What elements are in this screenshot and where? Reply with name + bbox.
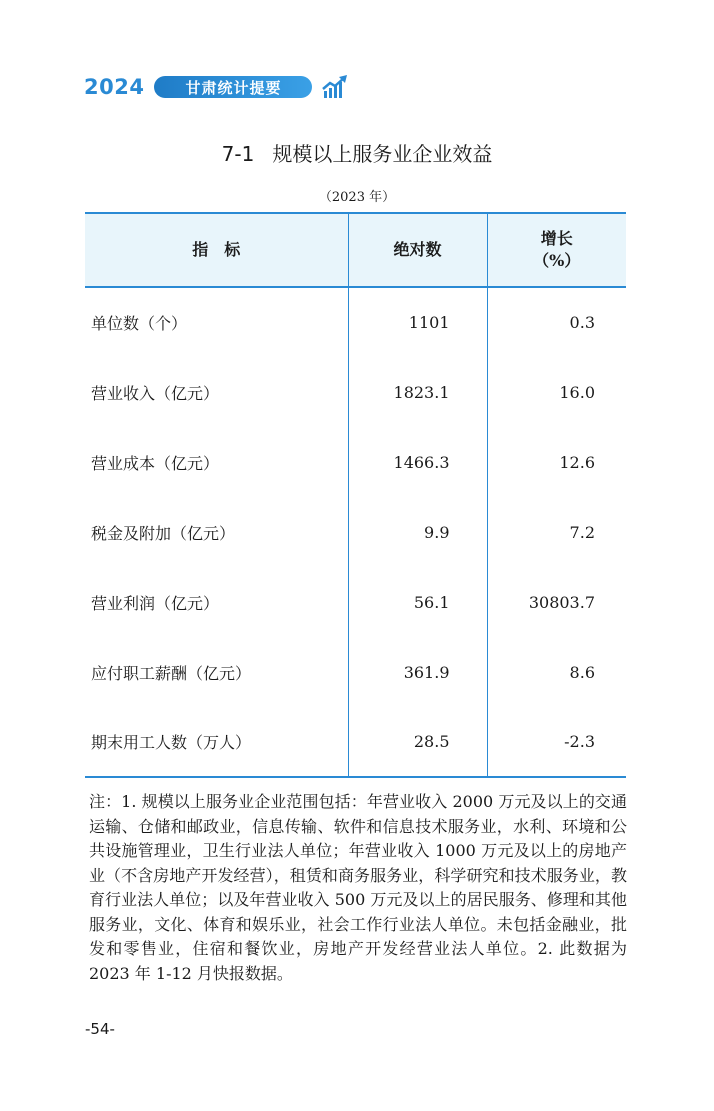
- row-absolute: 361.9: [348, 637, 487, 707]
- row-absolute: 1101: [348, 287, 487, 357]
- data-table-wrapper: [85, 212, 626, 778]
- row-growth: 30803.7: [487, 567, 626, 637]
- growth-chart-icon: [322, 75, 348, 99]
- row-absolute: 9.9: [348, 497, 487, 567]
- table-number: 7-1: [221, 142, 255, 166]
- table-row: [85, 427, 626, 497]
- row-absolute: 1823.1: [348, 357, 487, 427]
- header-book-title: 甘肃统计提要: [154, 76, 312, 98]
- table-row: [85, 497, 626, 567]
- page-header: [84, 72, 348, 102]
- row-growth: 8.6: [487, 637, 626, 707]
- row-label: 单位数（个）: [91, 314, 188, 333]
- header-indicator: 指 标: [192, 240, 241, 259]
- table-header-row: [85, 213, 626, 287]
- row-absolute: 28.5: [348, 707, 487, 777]
- row-label: 税金及附加（亿元）: [91, 523, 236, 543]
- row-growth: -2.3: [487, 707, 626, 777]
- page-number: -54-: [85, 1020, 115, 1038]
- row-label: 营业利润（亿元）: [91, 593, 220, 613]
- header-absolute: 绝对数: [348, 213, 487, 287]
- row-growth: 16.0: [487, 357, 626, 427]
- row-label: 应付职工薪酬（亿元）: [91, 663, 252, 683]
- row-label: 营业成本（亿元）: [91, 453, 220, 473]
- data-table: [85, 212, 626, 778]
- table-row: [85, 637, 626, 707]
- row-absolute: 1466.3: [348, 427, 487, 497]
- table-footnote: 注：1. 规模以上服务业企业范围包括：年营业收入 2000 万元及以上的交通运输、仓储和邮政业，信息传输、软件和信息技术服务业，水利、环境和公共设施管理业，卫生行业法人单位；年营业收入 1000 万元及以上的房地产业（不含房地产开发经营），租赁和商务服务业，科学研究和技术服务业，教育行业法人单位；以及年营业收入 500 万元及以上的居民服务、修理和其他服务业，文化、体育和娱乐业，社会工作行业法人单位。未包括金融业，批发和零售业，住宿和餐饮业，房地产开发经营业法人单位。2. 此数据为 2023 年 1-12 月快报数据。: [89, 792, 627, 983]
- row-growth: 12.6: [487, 427, 626, 497]
- table-row: [85, 357, 626, 427]
- table-subtitle-year: （2023 年）: [318, 190, 396, 205]
- row-absolute: 56.1: [348, 567, 487, 637]
- header-growth-label: 增长: [540, 229, 573, 248]
- table-title: [0, 138, 714, 167]
- header-growth: [487, 213, 626, 287]
- row-growth: 0.3: [487, 287, 626, 357]
- header-year: 2024: [84, 75, 145, 99]
- header-growth-unit: （%）: [533, 251, 581, 270]
- row-growth: 7.2: [487, 497, 626, 567]
- table-row: [85, 287, 626, 357]
- row-label: 营业收入（亿元）: [91, 383, 220, 403]
- table-title-text: 规模以上服务业企业效益: [272, 142, 493, 166]
- table-row: [85, 707, 626, 777]
- table-row: [85, 567, 626, 637]
- row-label: 期末用工人数（万人）: [91, 733, 252, 752]
